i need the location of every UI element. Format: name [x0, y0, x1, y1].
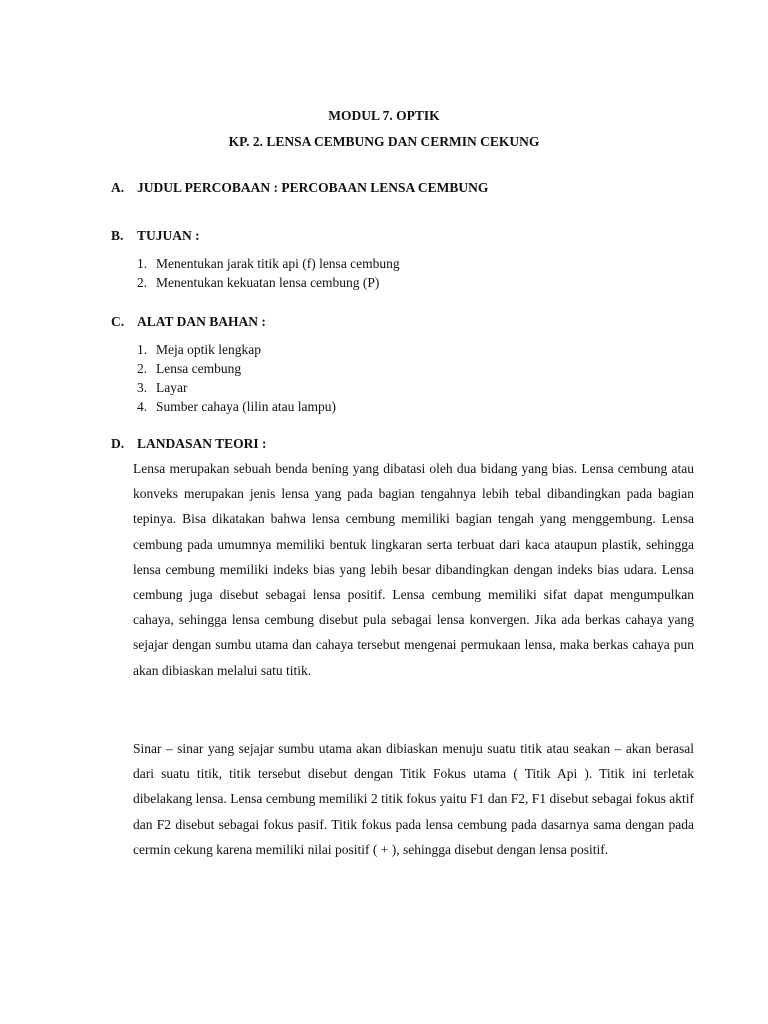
section-d-letter: D. [111, 436, 125, 451]
section-b-letter: B. [111, 228, 124, 243]
list-item-text: Lensa cembung [156, 361, 242, 376]
list-item-number: 2. [137, 275, 148, 290]
section-b-heading [111, 228, 200, 244]
page-title: MODUL 7. OPTIK [328, 108, 440, 123]
list-item-number: 1. [137, 256, 148, 271]
section-c-heading [111, 314, 266, 330]
list-item-number: 1. [137, 342, 148, 357]
list-item [137, 397, 336, 416]
list-item [137, 359, 336, 378]
section-a-title: JUDUL PERCOBAAN : PERCOBAAN LENSA CEMBUNG [137, 180, 489, 195]
section-d-heading [111, 436, 267, 452]
list-item-number: 4. [137, 399, 148, 414]
section-c-title: ALAT DAN BAHAN : [137, 314, 266, 329]
list-item-text: Layar [156, 380, 188, 395]
list-item-number: 3. [137, 380, 148, 395]
landasan-teori-paragraph-2: Sinar – sinar yang sejajar sumbu utama akan dibiaskan menuju suatu titik atau seakan – akan berasal dari suatu titik, titik tersebut disebut dengan Titik Fokus utama ( Titik Api ). Titik ini terletak dibelakang lensa. Lensa cembung memiliki 2 titik fokus yaitu F1 dan F2, F1 disebut sebagai fokus aktif dan F2 disebut sebagai fokus pasif. Titik fokus pada lensa cembung pada dasarnya sama dengan pada cermin cekung karena memiliki nilai positif ( + ), sehingga disebut dengan lensa positif. [133, 741, 694, 857]
list-item-text: Menentukan jarak titik api (f) lensa cembung [156, 256, 400, 271]
list-item [137, 340, 336, 359]
list-item [137, 378, 336, 397]
list-item-text: Menentukan kekuatan lensa cembung (P) [156, 275, 380, 290]
section-b-title: TUJUAN : [137, 228, 200, 243]
alat-bahan-list [137, 340, 336, 416]
landasan-teori-paragraph-1: Lensa merupakan sebuah benda bening yang dibatasi oleh dua bidang yang bias. Lensa cembung atau konveks merupakan jenis lensa yang pada bagian tengahnya lebih tebal dibandingkan pada bagian tepinya. Bisa dikatakan bahwa lensa cembung memiliki bagian tengah yang menggembung. Lensa cembung pada umumnya memiliki bentuk lingkaran serta terbuat dari kaca ataupun plastik, sehingga lensa cembung memiliki indeks bias yang lebih besar dibandingkan dengan indeks bias udara. Lensa cembung juga disebut sebagai lensa positif. Lensa cembung memiliki sifat dapat mengumpulkan cahaya, sehingga lensa cembung disebut pula sebagai lensa konvergen. Jika ada berkas cahaya yang sejajar dengan sumbu utama dan cahaya tersebut mengenai permukaan lensa, maka berkas cahaya pun akan dibiaskan melalui satu titik. [133, 461, 694, 678]
list-item-text: Meja optik lengkap [156, 342, 261, 357]
list-item-number: 2. [137, 361, 148, 376]
section-a-letter: A. [111, 180, 125, 195]
list-item [137, 254, 400, 273]
list-item [137, 273, 400, 292]
tujuan-list [137, 254, 400, 292]
section-d-title: LANDASAN TEORI : [137, 436, 267, 451]
section-c-letter: C. [111, 314, 125, 329]
page-subtitle: KP. 2. LENSA CEMBUNG DAN CERMIN CEKUNG [228, 134, 540, 149]
section-a-heading [111, 180, 488, 196]
list-item-text: Sumber cahaya (lilin atau lampu) [156, 399, 336, 414]
